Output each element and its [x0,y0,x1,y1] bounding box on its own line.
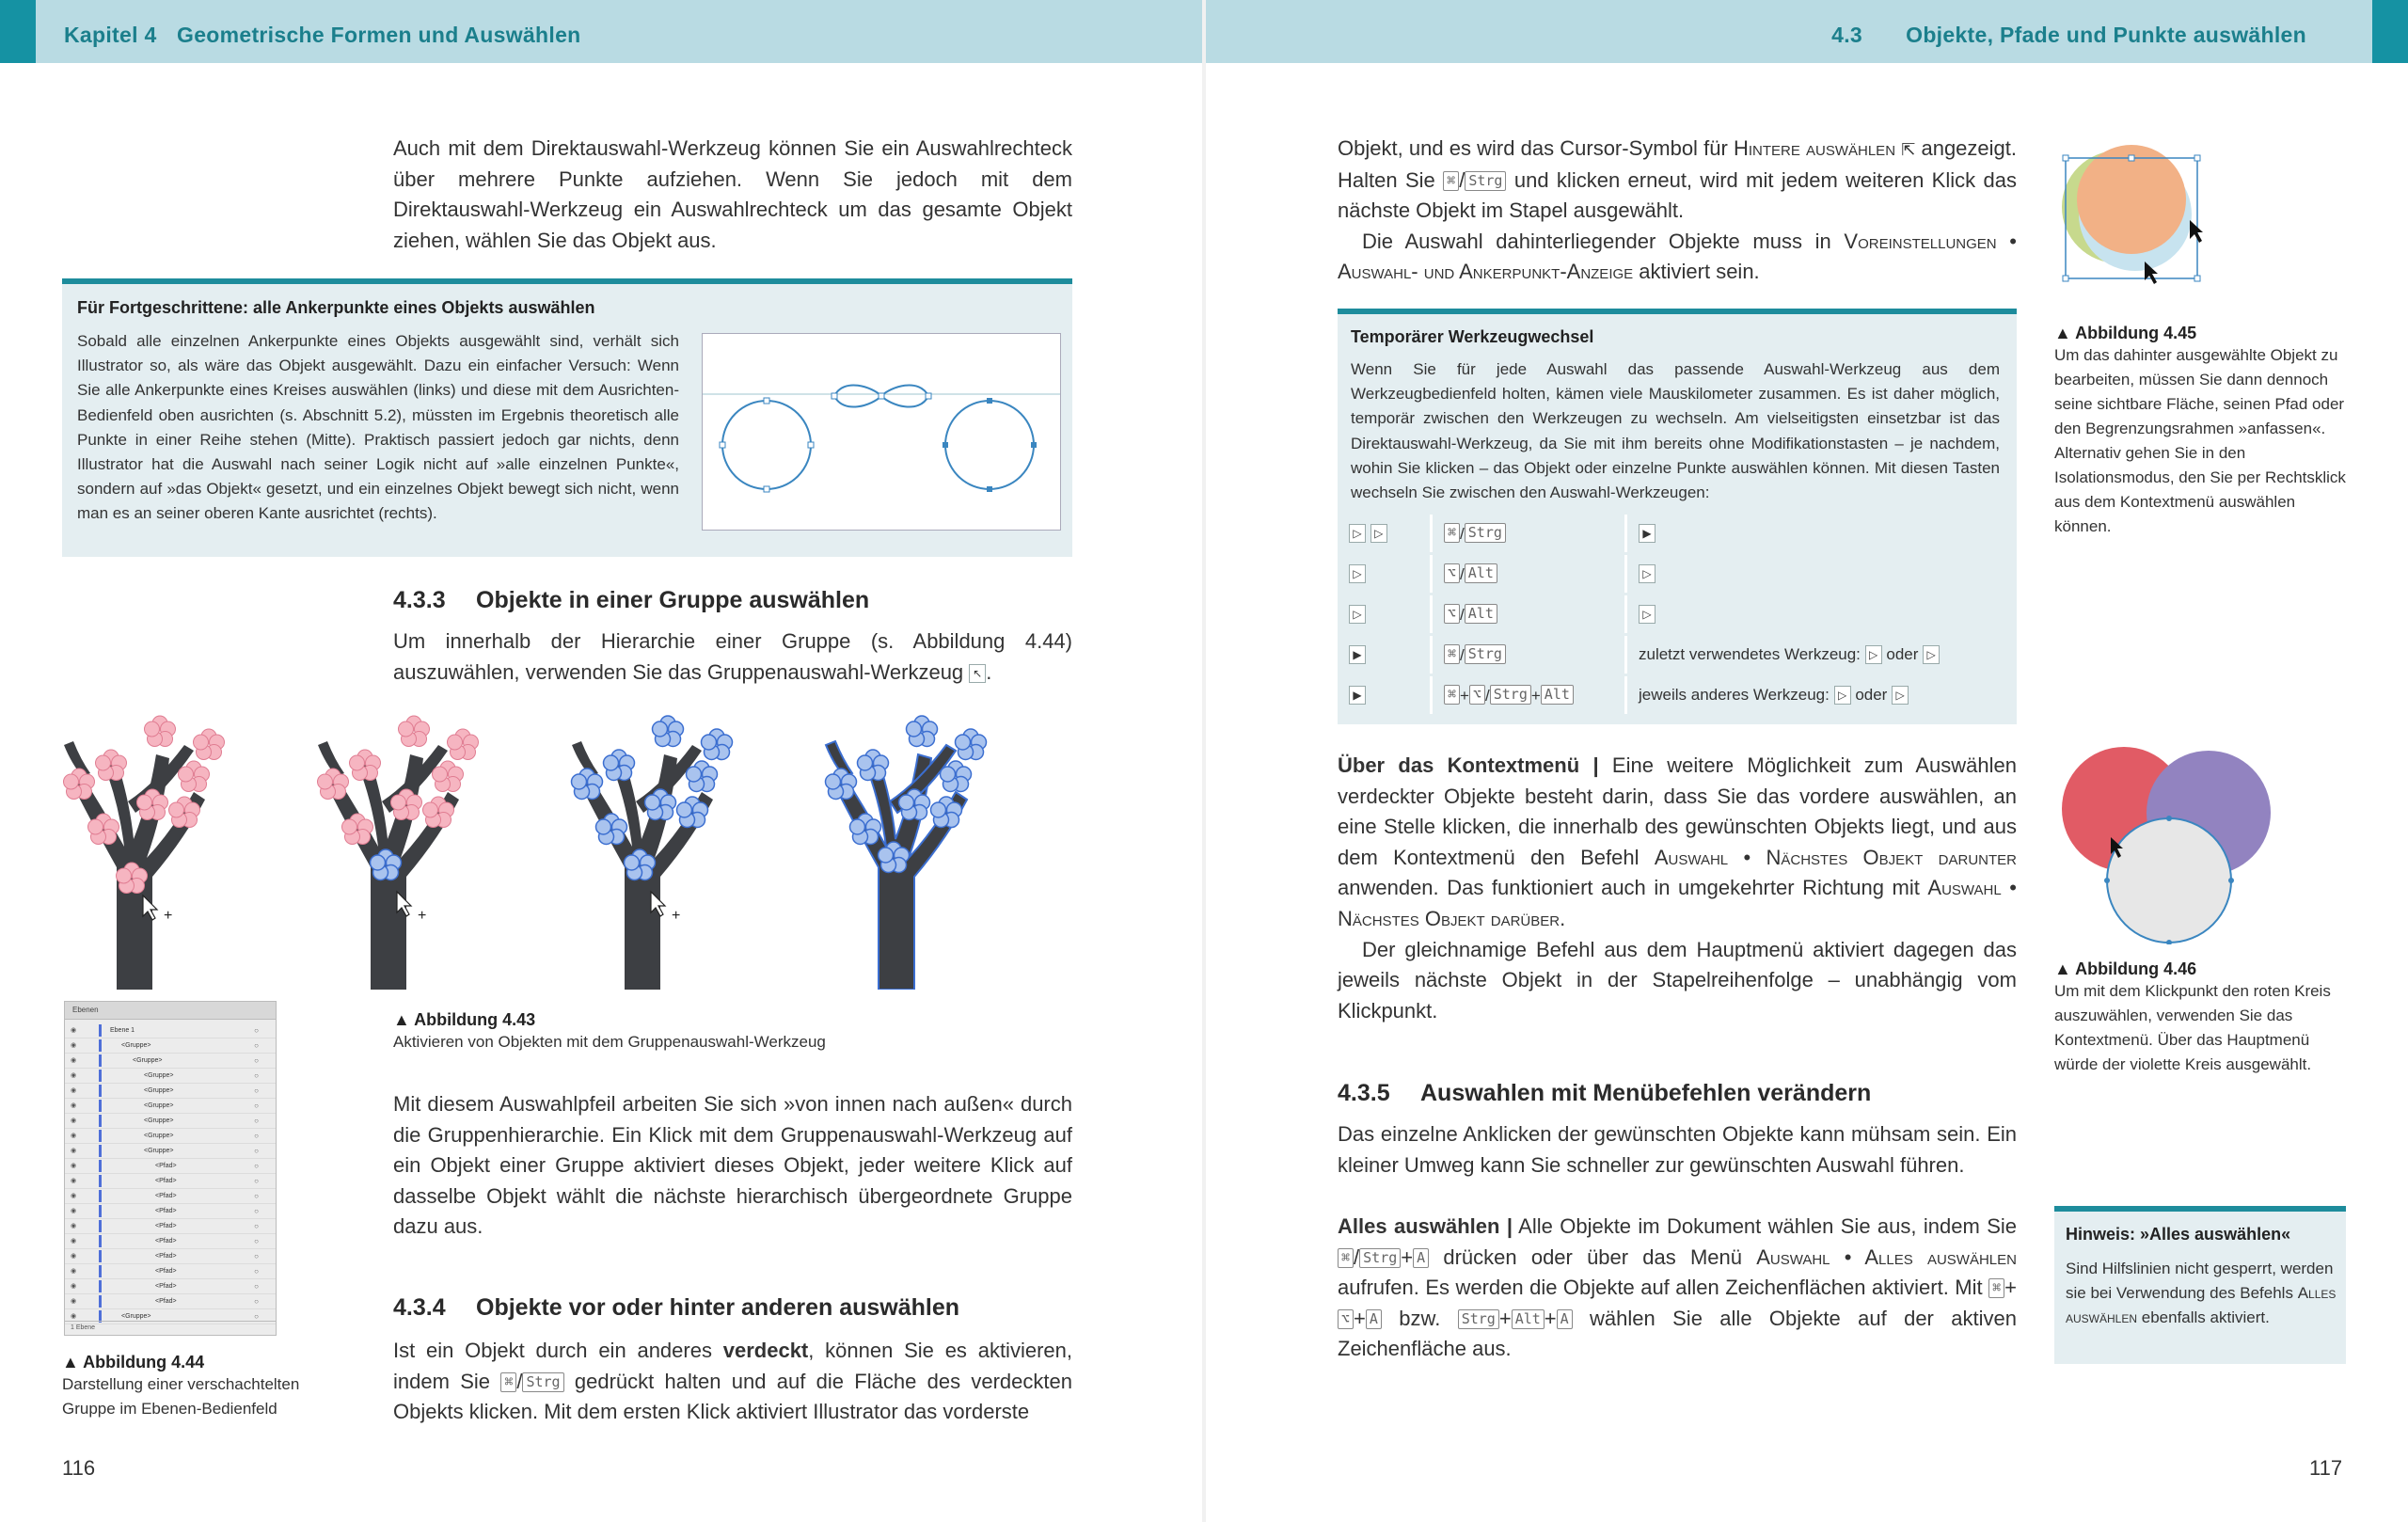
target-icon[interactable]: ○ [254,1071,259,1080]
eye-icon[interactable]: ◉ [71,1268,77,1275]
layers-panel-footer: 1 Ebene [65,1321,276,1335]
layer-row-label: <Gruppe> [144,1118,174,1124]
layer-row-label: <Pfad> [155,1253,177,1260]
anchor-points-illustration [703,334,1060,530]
target-icon[interactable]: ○ [254,1237,259,1245]
selection-tool-icon: ▶ [1349,686,1366,705]
strg-key: Strg [1465,523,1506,543]
layer-row[interactable] [65,1084,276,1099]
layer-row[interactable] [65,1174,276,1189]
strg-key: Strg [522,1372,563,1392]
key-cell: ⌥ / Alt [1430,595,1624,633]
heading-4-3-5 [1338,1080,1871,1107]
anchor-points-figure [702,333,1061,531]
table-row [1338,515,2017,552]
cmd-key: ⌘ [1338,1248,1354,1268]
layer-color-bar [99,1235,102,1247]
figure-4-46-caption [2054,959,2355,1077]
figure-caption: Um das dahinter ausgewählte Objekt zu bearbeiten, müssen Sie dann dennoch seine sichtbare Fläche, seinen Pfad oder den Begrenzungsrahmen »anfassen«. Alternativ gehen Sie in den Isolationsmodus, den Sie per Rechtsklick aus dem Kontextmenü auswählen können. [2054,346,2346,535]
layers-panel [64,1001,277,1336]
layer-row[interactable] [65,1038,276,1054]
text-fragment: anwenden. Das funktioniert auch in umgekehrter Richtung mit [1338,876,1920,900]
key-cell: ⌘ / Strg [1430,515,1624,552]
figure-4-45-graphic [2052,139,2203,299]
stacked-circles-illustration [2052,139,2203,299]
layer-row-label: <Pfad> [155,1163,177,1169]
layer-color-bar [99,1280,102,1292]
direct-select-icon: ▷ [1639,605,1656,624]
eye-icon[interactable]: ◉ [71,1313,77,1320]
direct-select-icon: ▷ [1349,564,1366,583]
direct-select-icon: ▷ [1865,645,1882,664]
hint-box [2054,1206,2346,1364]
figure-4-46-graphic [2051,737,2276,944]
eye-icon[interactable]: ◉ [71,1178,77,1184]
group-paragraph: Mit diesem Auswahlpfeil arbeiten Sie sich »von innen nach außen« durch die Gruppenhierarchie. Ein Klick mit dem Gruppenauswahl-Werkzeug auf ein Objekt einer Gruppe aktiviert dieses Objekt, jeder weitere Klick auf dasselbe Objekt wählt die nächste hierarchisch übergeordnete Gruppe dazu aus. [393,1092,1072,1239]
result-cell [1624,595,2017,633]
direct-select-icon: ▷ [1892,686,1909,705]
selection-tool-icon: ▶ [1349,645,1366,664]
group-select-icon: ▷ [1370,524,1387,543]
eye-icon[interactable]: ◉ [71,1283,77,1290]
eye-icon[interactable]: ◉ [71,1223,77,1229]
slash: / [516,1369,523,1393]
select-all-paragraph: Alles auswählen | Alle Objekte im Dokument wählen Sie aus, indem Sie ⌘ / Strg + A drücken oder über das Menü Auswahl • Alles auswählen aufrufen. Es werden die Objekte auf allen Zeichenflächen aktiviert. Mit ⌘ +⌥ + A bzw. Strg + Alt + A wählen Sie alle Objekte auf der aktiven Zeichenfläche aus. [1338,1214,2017,1361]
layer-row-label: <Gruppe> [144,1102,174,1109]
text-fragment: drücken oder über das Menü [1443,1245,1742,1269]
layer-color-bar [99,1145,102,1157]
option-key: ⌥ [1338,1309,1354,1329]
temp-box-text: Wenn Sie für jede Auswahl das passende Auswahl-Werkzeug aus dem Werkzeugbedienfeld holten, kämen viele Mauskilometer zusammen. Es ist daher möglich, temporär zwischen den Werkzeugen zu wechseln. Am vielseitigsten einsetzbar ist das Direktauswahl-Werkzeug, da Sie mit ihm bereits ohne Modifikationstasten – je nachdem, wohin Sie klicken – das Objekt oder einzelne Punkte auswählen können. Mit diesen Tasten wechseln Sie zwischen den Auswahl-Werkzeugen: [1351,360,2000,502]
heading-number: 4.3.3 [393,587,446,613]
temp-tool-box [1338,309,2017,724]
table-row [1338,676,2017,714]
tree-3 [572,716,733,990]
trees-figure [62,707,1072,990]
target-icon[interactable]: ○ [254,1192,259,1200]
advanced-box-text: Sobald alle einzelnen Ankerpunkte eines Objekts ausgewählt sind, verhält sich Illustrator so, als wäre das Objekt ausgewählt. Dazu ein einfacher Versuch: Wenn Sie alle Ankerpunkte eines Kreises auswählen (links) und diese mit dem Ausrichten-Bedienfeld oben ausrichten (s. Abschnitt 5.2), müssten im Ergebnis theoretisch alle Punkte in einer Reihe stehen (Mitte). Praktisch passiert jedoch gar nichts, denn Illustrator hat die Auswahl nach seiner Logik nicht auf »alle einzelnen Punkte«, sondern auf »das Objekt« gesetzt, und ein einzelnes Objekt bewegt sich nicht, wenn man es an seiner oberen Kante ausrichtet (rechts). [77,332,679,523]
layer-row[interactable] [65,1189,276,1204]
cmd-key: ⌘ [500,1372,516,1392]
shortcut-table [1338,512,2017,717]
text-fragment: , können Sie es aktivieren, indem Sie [393,1339,1072,1393]
figure-caption: Aktivieren von Objekten mit dem Gruppenauswahl-Werkzeug [393,1033,826,1051]
hidden-objects-paragraph [393,1336,1072,1428]
a-key: A [1413,1248,1429,1268]
text-fragment: Ist ein Objekt durch ein anderes [393,1339,712,1362]
text-fragment: ebenfalls aktiviert. [2141,1308,2270,1327]
layer-row[interactable] [65,1069,276,1084]
layer-color-bar [99,1100,102,1112]
layer-row-label: <Gruppe> [144,1148,174,1154]
alt-key: Alt [1541,685,1574,705]
target-icon[interactable]: ○ [254,1177,259,1185]
cmd-key: ⌘ [1444,644,1460,664]
eye-icon[interactable]: ◉ [71,1163,77,1169]
overlapping-circles-illustration [2051,737,2276,944]
alt-key: Alt [1465,604,1497,624]
eye-icon[interactable]: ◉ [71,1208,77,1214]
layer-color-bar [99,1205,102,1217]
layers-list [65,1020,276,1324]
table-row [1338,636,2017,674]
eye-icon[interactable]: ◉ [71,1253,77,1260]
layer-row[interactable] [65,1294,276,1309]
right-intro-paragraph [1338,134,2017,288]
result-cell [1624,555,2017,593]
layer-color-bar [99,1085,102,1097]
advanced-box-title: Für Fortgeschrittene: alle Ankerpunkte eines Objekts auswählen [77,298,595,317]
strg-key: Strg [1458,1309,1499,1329]
layer-color-bar [99,1265,102,1277]
layer-row[interactable] [65,1159,276,1174]
heading-4-3-4 [393,1294,959,1322]
alt-key: Alt [1465,563,1497,583]
eye-icon[interactable]: ◉ [71,1057,77,1064]
eye-icon[interactable]: ◉ [71,1072,77,1079]
key-cell: ⌘ / Strg [1430,636,1624,674]
layer-color-bar [99,1220,102,1232]
text-fragment: . [1560,906,1566,930]
option-key: ⌥ [1469,685,1485,705]
section-number: 4.3 [1831,23,1862,47]
figure-label: ▲ Abbildung 4.44 [62,1353,205,1371]
eye-icon[interactable]: ◉ [71,1148,77,1154]
layer-color-bar [99,1190,102,1202]
row-text: zuletzt verwendetes Werkzeug: [1639,644,1861,663]
tool-cell [1338,515,1430,552]
header-accent-bar [2372,0,2408,63]
eye-icon[interactable]: ◉ [71,1118,77,1124]
figure-label: ▲ Abbildung 4.46 [2054,959,2197,978]
heading-number: 4.3.4 [393,1294,446,1321]
menu-term: Auswahl • Nächstes Objekt darüber [1338,876,2017,930]
target-icon[interactable]: ○ [254,1207,259,1215]
group-intro-text: Um innerhalb der Hierarchie einer Gruppe (s. Abbildung 4.44) auszuwählen, verwenden Sie das Gruppenauswahl-Werkzeug [393,629,1072,684]
tool-cell [1338,555,1430,593]
tool-cell [1338,676,1430,714]
group-intro-end: . [986,659,992,684]
figure-label: ▲ Abbildung 4.43 [393,1010,536,1029]
figure-4-45-caption [2054,324,2346,539]
layer-color-bar [99,1070,102,1082]
layer-color-bar [99,1160,102,1172]
bold-fragment: verdeckt [722,1339,809,1362]
target-icon[interactable]: ○ [254,1132,259,1140]
layer-color-bar [99,1024,102,1037]
layer-row[interactable] [65,1099,276,1114]
paragraph-lead: Alles auswählen | [1338,1214,1513,1238]
figure-4-44-caption [62,1353,344,1421]
direct-select-icon: ▷ [1349,524,1366,543]
text-fragment: Die Auswahl dahinterliegender Objekte muss in [1362,229,1831,253]
layer-color-bar [99,1054,102,1067]
figure-caption: Darstellung einer verschachtelten Gruppe im Ebenen-Bedienfeld [62,1375,300,1418]
figure-caption: Um mit dem Klickpunkt den roten Kreis auszuwählen, verwenden Sie das Kontextmenü. Über das Hauptmenü würde der violette Kreis ausgewählt. [2054,982,2331,1073]
table-row [1338,595,2017,633]
eye-icon[interactable]: ◉ [71,1298,77,1305]
result-cell [1624,636,2017,674]
slash: / [1459,167,1465,192]
text-fragment: wählen Sie alle Objekte auf der aktiven Zeichenfläche aus. [1338,1306,2017,1361]
layer-row[interactable] [65,1264,276,1279]
group-select-icon: ▷ [1639,564,1656,583]
layer-row-label: <Pfad> [155,1208,177,1214]
layer-row[interactable] [65,1219,276,1234]
layer-row-label: <Pfad> [155,1298,177,1305]
chapter-title: Geometrische Formen und Auswählen [177,23,581,47]
hint-box-text [2066,1257,2338,1331]
target-icon[interactable]: ○ [254,1282,259,1291]
heading-title: Objekte in einer Gruppe auswählen [476,587,870,613]
temp-box-title: Temporärer Werkzeugwechsel [1351,327,1594,346]
menu-term: Auswahl • Nächstes Objekt darunter [1654,845,2017,869]
page-number-left: 116 [62,1456,96,1480]
key-cell: ⌘ + ⌥ / Strg + Alt [1430,676,1624,714]
text-fragment: aktiviert sein. [1639,260,1760,284]
layer-row[interactable] [65,1234,276,1249]
target-icon[interactable]: ○ [254,1117,259,1125]
layer-row[interactable] [65,1249,276,1264]
target-icon[interactable]: ○ [254,1267,259,1276]
target-icon[interactable]: ○ [254,1102,259,1110]
layer-color-bar [99,1250,102,1262]
layer-color-bar [99,1175,102,1187]
layer-row-label: <Gruppe> [144,1133,174,1139]
cursor-icon: ⇱ [1901,140,1916,159]
layer-row[interactable] [65,1114,276,1129]
selection-tool-icon: ▶ [1639,524,1656,543]
heading-title: Objekte vor oder hinter anderen auswählen [476,1294,960,1321]
text-fragment: und klicken erneut, wird mit jedem weiteren Klick das nächste Objekt im Stapel ausgewählt. [1338,167,2017,223]
left-page-header [0,0,1202,63]
cmd-key: ⌘ [1988,1278,2004,1298]
group-select-icon: ▷ [1923,645,1940,664]
text-fragment: Objekt, und es wird das Cursor-Symbol für [1338,136,1728,160]
target-icon[interactable]: ○ [254,1297,259,1306]
layer-row[interactable] [65,1054,276,1069]
eye-icon[interactable]: ◉ [71,1027,77,1034]
svg-text:+: + [672,908,681,924]
cmd-key: ⌘ [1444,685,1460,705]
text-fragment: Sind Hilfslinien nicht gesperrt, werden sie bei Verwendung des Befehls [2066,1260,2334,1303]
layers-panel-tab: Ebenen [65,1002,276,1020]
a-key: A [1366,1309,1382,1329]
tool-cell [1338,636,1430,674]
cmd-key: ⌘ [1443,171,1459,191]
trees-illustration [62,707,1072,990]
tree-4 [826,716,987,990]
table-row [1338,555,2017,593]
target-icon[interactable]: ○ [254,1252,259,1260]
page-gutter [1202,0,1206,1522]
text-fragment: Alle Objekte im Dokument wählen Sie aus, indem Sie [1518,1214,2017,1238]
eye-icon[interactable]: ◉ [71,1193,77,1199]
layer-row-label: Ebene 1 [110,1027,135,1034]
layer-row-label: <Pfad> [155,1238,177,1245]
text-fragment: angezeigt. Halten Sie [1338,136,2017,192]
strg-key: Strg [1490,685,1531,705]
menu-term: Hintere auswählen [1733,136,1896,160]
eye-icon[interactable]: ◉ [71,1102,77,1109]
figure-label: ▲ Abbildung 4.45 [2054,324,2197,342]
row-text: jeweils anderes Werkzeug: [1639,685,1830,704]
svg-text:+: + [418,908,427,924]
target-icon[interactable]: ○ [254,1312,259,1321]
tree-1 [64,716,225,990]
layer-row[interactable] [65,1023,276,1038]
group-select-icon: ▷ [1349,605,1366,624]
group-intro-paragraph [393,626,1072,688]
eye-icon[interactable]: ◉ [71,1087,77,1094]
oder-text: oder [1886,644,1919,663]
strg-key: Strg [1465,171,1506,191]
section-title: Objekte, Pfade und Punkte auswählen [1906,23,2306,47]
result-cell [1624,676,2017,714]
eye-icon[interactable]: ◉ [71,1133,77,1139]
heading-number: 4.3.5 [1338,1080,1390,1106]
target-icon[interactable]: ○ [254,1147,259,1155]
result-cell [1624,515,2017,552]
header-accent-bar [0,0,36,63]
svg-text:+: + [164,908,173,924]
layer-color-bar [99,1115,102,1127]
layer-row[interactable] [65,1144,276,1159]
layer-row-label: <Gruppe> [121,1313,151,1320]
layer-row[interactable] [65,1204,276,1219]
strg-key: Strg [1359,1248,1401,1268]
advanced-box [62,278,1072,557]
text-fragment: gedrückt halten und auf die Fläche des verdeckten Objekts klicken. Mit dem ersten Klick aktiviert Illustrator das vorderste [393,1369,1072,1424]
layer-color-bar [99,1295,102,1308]
text-fragment: Eine weitere Möglichkeit zum Auswählen verdeckter Objekte besteht darin, dass Sie das vordere auswählen, an eine Stelle klicken, die innerhalb des gewünschten Objekts liegt, und aus dem Kontextmenü den Befehl [1338,753,2018,869]
menu-term: Voreinstellungen • Auswahl- und Ankerpunkt-Anzeige [1338,229,2017,284]
layer-color-bar [99,1130,102,1142]
tree-2 [318,716,479,990]
menu-term: Auswahl • Alles auswählen [1756,1245,2017,1269]
chapter-label: Kapitel 4 [64,23,157,47]
layer-row-label: <Gruppe> [121,1042,151,1049]
target-icon[interactable]: ○ [254,1041,259,1050]
layer-row-label: <Gruppe> [144,1087,174,1094]
layer-row-label: <Pfad> [155,1178,177,1184]
heading-title: Auswahlen mit Menübefehlen verändern [1420,1080,1872,1106]
text-fragment: aufrufen. Es werden die Objekte auf allen Zeichenflächen aktiviert. Mit [1338,1276,1983,1300]
menu-term: Alles auswählen [2066,1284,2337,1327]
hint-box-title: Hinweis: »Alles auswählen« [2066,1225,2291,1244]
eye-icon[interactable]: ◉ [71,1042,77,1049]
figure-4-43-caption [393,1010,826,1054]
layer-row-label: <Gruppe> [133,1057,163,1064]
page-number-right: 117 [2309,1456,2343,1480]
context-menu-paragraph [1338,751,2017,1026]
menu-commands-paragraph: Das einzelne Anklicken der gewünschten Objekte kann mühsam sein. Ein kleiner Umweg kann Sie schneller zur gewünschten Auswahl führen. [1338,1122,2017,1177]
strg-key: Strg [1465,644,1506,664]
target-icon[interactable]: ○ [254,1222,259,1230]
target-icon[interactable]: ○ [254,1026,259,1035]
group-selection-tool-icon: ↖ [969,664,986,683]
key-cell: ⌥ / Alt [1430,555,1624,593]
layer-row-label: <Pfad> [155,1268,177,1275]
a-key: A [1557,1309,1573,1329]
alt-key: Alt [1512,1309,1545,1329]
target-icon[interactable]: ○ [254,1086,259,1095]
eye-icon[interactable]: ◉ [71,1238,77,1245]
layer-row[interactable] [65,1279,276,1294]
heading-4-3-3 [393,587,869,614]
layer-row[interactable] [65,1129,276,1144]
text-fragment: Der gleichnamige Befehl aus dem Hauptmenü aktiviert dagegen das jeweils nächste Objekt in der Stapelreihenfolge – unabhängig vom Klickpunkt. [1338,937,2017,1023]
right-page-header [1206,0,2408,63]
layer-row-label: <Pfad> [155,1223,177,1229]
group-select-icon: ▷ [1834,686,1851,705]
oder-text: oder [1855,685,1888,704]
option-key: ⌥ [1444,604,1460,624]
target-icon[interactable]: ○ [254,1056,259,1065]
target-icon[interactable]: ○ [254,1162,259,1170]
intro-paragraph: Auch mit dem Direktauswahl-Werkzeug können Sie ein Auswahlrechteck über mehrere Punkte aufziehen. Wenn Sie jedoch mit dem Direktauswahl-Werkzeug ein Auswahlrechteck um das gesamte Objekt ziehen, wählen Sie das Objekt aus. [393,136,1072,252]
cmd-key: ⌘ [1444,523,1460,543]
paragraph-lead: Über das Kontextmenü | [1338,753,1599,777]
layer-color-bar [99,1039,102,1052]
option-key: ⌥ [1444,563,1460,583]
text-fragment: bzw. [1399,1306,1441,1330]
layer-row-label: <Gruppe> [144,1072,174,1079]
layer-row-label: <Pfad> [155,1283,177,1290]
layer-row-label: <Pfad> [155,1193,177,1199]
tool-cell [1338,595,1430,633]
